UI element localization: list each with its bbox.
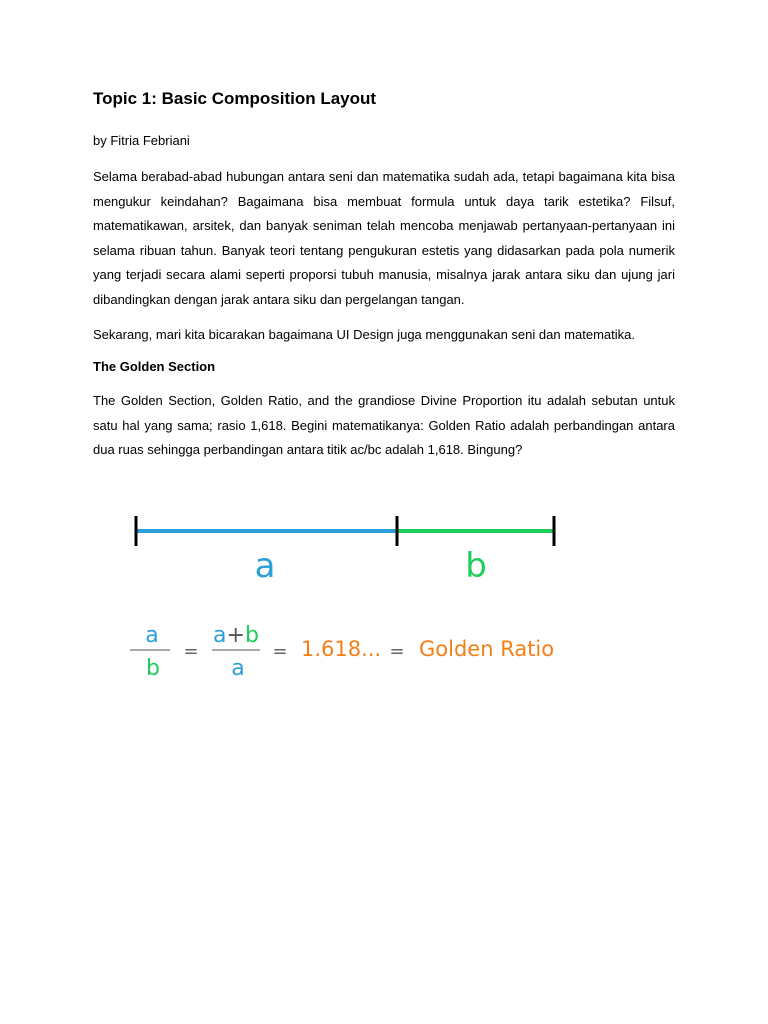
segment-a-label: a	[254, 546, 276, 586]
fraction-2-plus: +	[226, 623, 245, 648]
section-heading: The Golden Section	[93, 359, 216, 375]
fraction-2-numerator-b: b	[244, 623, 259, 648]
fraction-2-numerator	[213, 623, 259, 648]
golden-section-paragraph: The Golden Section, Golden Ratio, and the grandiose Divine Proportion itu adalah sebutan untuk satu hal yang sama; rasio 1,618. Begini matematikanya: Golden Ratio adalah perbandingan antara dua ruas sehingga perbandingan antara titik ac/bc adalah 1,618. Bingung?	[93, 393, 675, 458]
equals-sign-2: =	[272, 641, 288, 662]
fraction-1-denominator: b	[146, 656, 160, 681]
segment-b-label: b	[465, 546, 487, 586]
intro-paragraph: Selama berabad-abad hubungan antara seni dan matematika sudah ada, tetapi bagaimana kita bisa mengukur keindahan? Bagaimana bisa membuat formula untuk daya tarik estetika? Filsuf, matematikawan, arsitek, dan banyak seniman telah mencoba menjawab pertanyaan-pertanyaan ini selama ribuan tahun. Banyak teori tentang pengukuran estetis yang didasarkan pada pola numerik yang terjadi secara alami seperti proporsi tubuh manusia, misalnya jarak antara siku dan ujung jari dibandingkan dengan jarak antara siku dan pergelangan tangan.	[93, 169, 675, 307]
ui-design-paragraph: Sekarang, mari kita bicarakan bagaimana UI Design juga menggunakan seni dan matematika.	[93, 326, 635, 342]
ratio-value: 1.618...	[301, 637, 382, 661]
fraction-2-numerator-a: a	[213, 623, 227, 648]
fraction-2-denominator: a	[231, 656, 245, 681]
ratio-name: Golden Ratio	[419, 637, 555, 661]
page-title: Topic 1: Basic Composition Layout	[93, 89, 377, 108]
fraction-1-numerator: a	[145, 623, 159, 648]
author-line: by Fitria Febriani	[93, 133, 190, 148]
equals-sign-3: =	[389, 641, 405, 662]
equals-sign-1: =	[183, 641, 199, 662]
